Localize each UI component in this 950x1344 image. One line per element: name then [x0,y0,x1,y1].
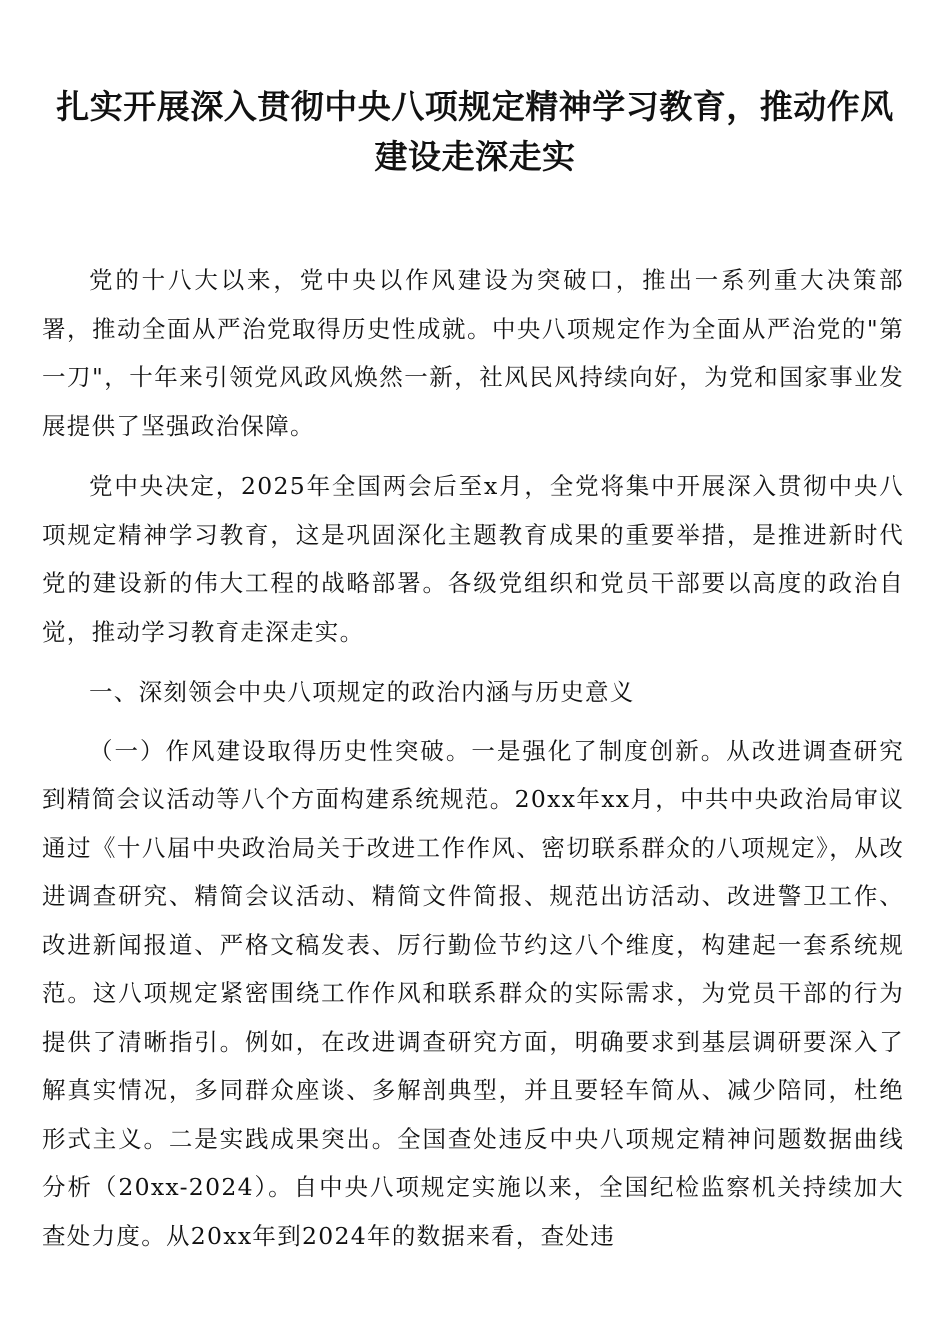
document-body [42,256,904,1260]
document-title: 扎实开展深入贯彻中央八项规定精神学习教育，推动作风建设走深走实 [56,87,894,176]
paragraph-decision: 党中央决定，2025年全国两会后至x月，全党将集中开展深入贯彻中央八项规定精神学习教育，这是巩固深化主题教育成果的重要举措，是推进新时代党的建设新的伟大工程的战略部署。各级党组织和党员干部要以高度的政治自觉，推动学习教育走深走实。 [42,472,904,646]
paragraph-subsection-1: （一）作风建设取得历史性突破。一是强化了制度创新。从改进调查研究到精简会议活动等八个方面构建系统规范。20xx年xx月，中共中央政治局审议通过《十八届中央政治局关于改进工作作风、密切联系群众的八项规定》，从改进调查研究、精简会议活动、精简文件简报、规范出访活动、改进警卫工作、改进新闻报道、严格文稿发表、厉行勤俭节约这八个维度，构建起一套系统规范。这八项规定紧密围绕工作作风和联系群众的实际需求，为党员干部的行为提供了清晰指引。例如，在改进调查研究方面，明确要求到基层调研要深入了解真实情况，多同群众座谈、多解剖典型，并且要轻车简从、减少陪同，杜绝形式主义。二是实践成果突出。全国查处违反中央八项规定精神问题数据曲线分析（20xx-2024）。自中央八项规定实施以来，全国纪检监察机关持续加大查处力度。从20xx年到2024年的数据来看，查处违 [42,736,904,1250]
paragraph-intro: 党的十八大以来，党中央以作风建设为突破口，推出一系列重大决策部署，推动全面从严治党取得历史性成就。中央八项规定作为全面从严治党的"第一刀"，十年来引领党风政风焕然一新，社风民风持续向好，为党和国家事业发展提供了坚强政治保障。 [42,266,904,440]
section-heading-1: 一、深刻领会中央八项规定的政治内涵与历史意义 [89,678,635,706]
